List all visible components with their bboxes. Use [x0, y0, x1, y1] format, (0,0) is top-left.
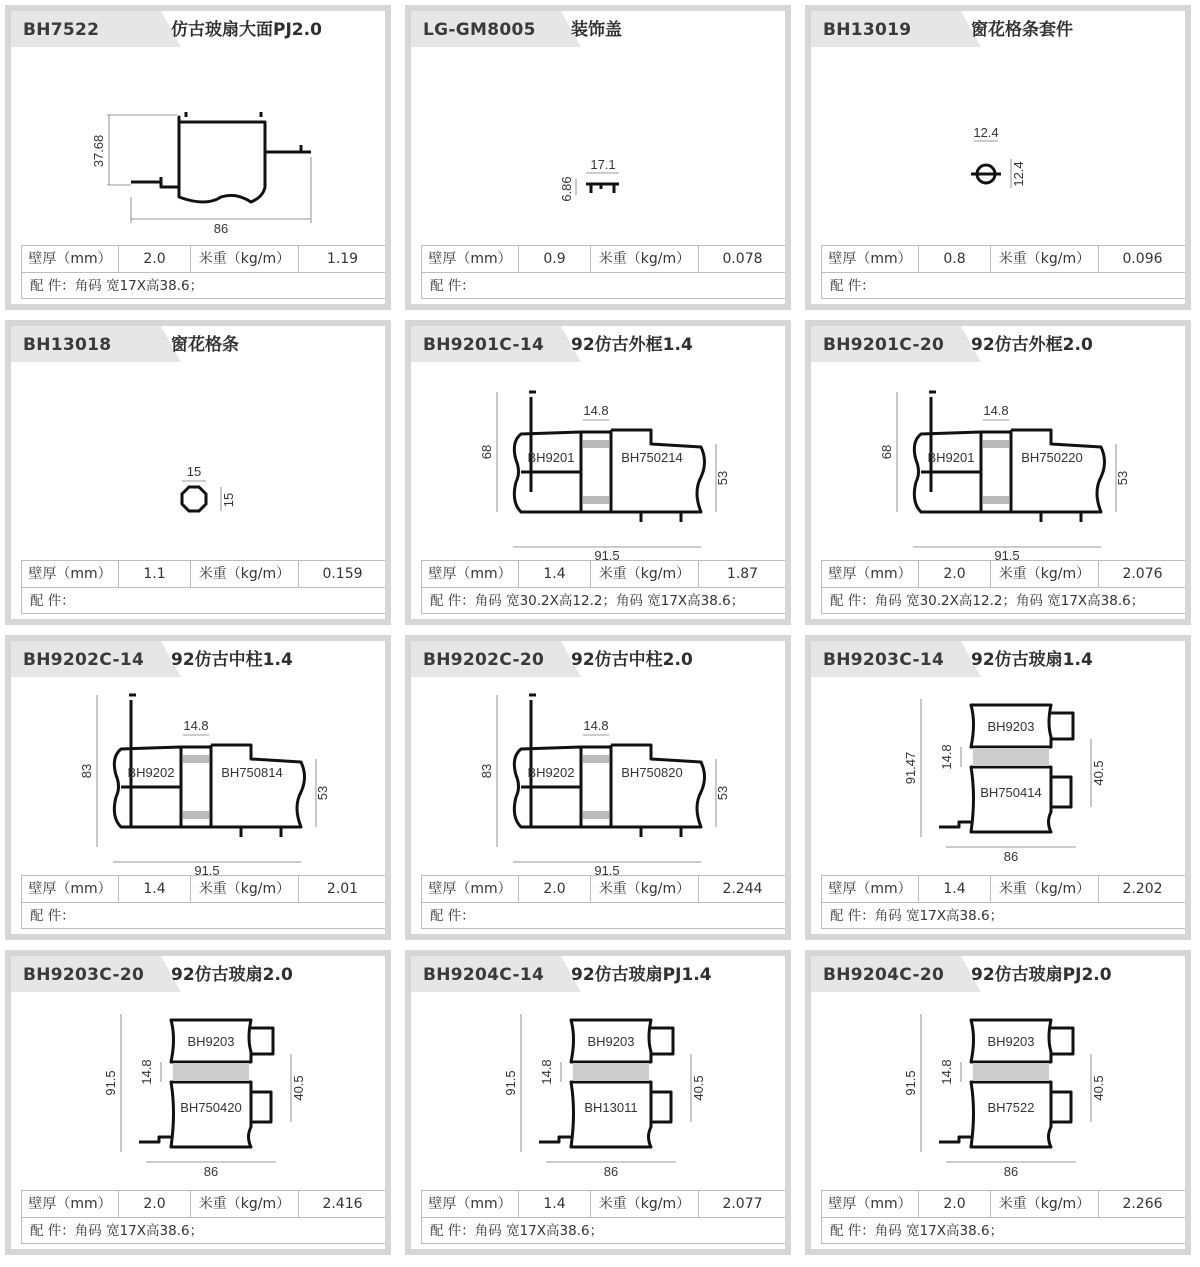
- card-body: [11, 641, 385, 934]
- parts-label: 配 件：: [830, 908, 875, 924]
- weight-label: 米重（kg/m）: [591, 246, 699, 272]
- height-dimension: 91.5: [103, 1070, 118, 1096]
- right-height-dimension: 53: [1115, 470, 1130, 486]
- weight-label: 米重（kg/m）: [991, 876, 1099, 902]
- card-header: [11, 641, 385, 677]
- profile-drawing: [811, 47, 1185, 245]
- insulation-strip: [573, 1063, 649, 1081]
- product-code: BH9203C-14: [823, 650, 945, 670]
- profile-svg: [11, 47, 385, 245]
- right-height-dimension: 53: [715, 785, 730, 801]
- inner-profile-label: BH9203: [587, 1034, 635, 1049]
- insulation-strip: [583, 440, 609, 448]
- parts-value: 角码 宽30.2X高12.2；角码 宽17X高38.6；: [474, 593, 745, 609]
- profile-drawing: [11, 992, 385, 1190]
- height-dimension: 37.68: [91, 134, 106, 168]
- product-card-bh9201c-20[interactable]: [805, 320, 1191, 625]
- profile-svg: [811, 992, 1185, 1190]
- thickness-label: 壁厚（mm）: [422, 561, 519, 587]
- right-height-dimension: 40.5: [1091, 1075, 1106, 1101]
- product-name: 装饰盖: [571, 20, 622, 40]
- card-body: [11, 326, 385, 619]
- parts-row: [422, 903, 785, 929]
- profile-svg: [411, 47, 785, 245]
- inner-profile-label: BH750214: [621, 450, 683, 465]
- parts-label: 配 件：: [830, 1223, 875, 1239]
- product-name: 窗花格条: [171, 335, 239, 355]
- product-card-bh9203c-20[interactable]: [5, 950, 391, 1255]
- inner-profile-label: BH7522: [987, 1100, 1035, 1115]
- weight-value: 2.266: [1122, 1196, 1163, 1212]
- parts-row: [822, 588, 1185, 614]
- weight-value: 2.077: [722, 1196, 763, 1212]
- parts-label: 配 件：: [430, 1223, 475, 1239]
- product-card-bh9202c-14[interactable]: [5, 635, 391, 940]
- height-dimension: 6.86: [559, 176, 574, 202]
- weight-label: 米重（kg/m）: [191, 561, 299, 587]
- spec-table: [21, 560, 385, 614]
- parts-label: 配 件：: [830, 278, 875, 294]
- card-header: [11, 11, 385, 47]
- product-name: 92仿古玻扇1.4: [971, 650, 1093, 670]
- parts-value: 角码 宽30.2X高12.2；角码 宽17X高38.6；: [874, 593, 1145, 609]
- weight-value: 0.096: [1122, 251, 1163, 267]
- insulation-strip: [983, 440, 1009, 448]
- parts-value: 角码 宽17X高38.6；: [74, 278, 204, 294]
- thickness-label: 壁厚（mm）: [422, 1191, 519, 1217]
- right-height-dimension: 53: [715, 470, 730, 486]
- parts-row: [22, 273, 385, 299]
- thickness-label: 壁厚（mm）: [22, 246, 119, 272]
- product-name: 92仿古玻扇2.0: [171, 965, 293, 985]
- width-dimension: 12.4: [973, 125, 999, 140]
- weight-value: 0.159: [322, 566, 363, 582]
- thickness-label: 壁厚（mm）: [22, 561, 119, 587]
- profile-svg: [811, 362, 1185, 560]
- thickness-value: 0.9: [519, 246, 591, 272]
- thermal-break-dimension: 14.8: [939, 1059, 954, 1085]
- profile-svg: [411, 362, 785, 560]
- thickness-value: 2.0: [919, 1191, 991, 1217]
- profile-drawing: [411, 677, 785, 875]
- spec-table: [821, 245, 1185, 299]
- card-body: [811, 641, 1185, 934]
- profile-outline: [1051, 1028, 1073, 1054]
- parts-row: [22, 903, 385, 929]
- profile-outline: [182, 487, 206, 511]
- product-card-bh9204c-20[interactable]: [805, 950, 1191, 1255]
- height-dimension: 91.5: [903, 1070, 918, 1096]
- profile-outline: [611, 430, 705, 512]
- thickness-value: 2.0: [119, 1191, 191, 1217]
- card-header: [811, 11, 1185, 47]
- product-code: BH9201C-14: [423, 335, 545, 355]
- profile-outline: [251, 1092, 271, 1122]
- spec-table: [421, 875, 785, 929]
- spec-table: [821, 1190, 1185, 1244]
- profile-outline: [539, 1137, 571, 1142]
- profile-svg: [11, 362, 385, 560]
- profile-drawing: [411, 362, 785, 560]
- card-header: [411, 956, 785, 992]
- product-card-bh9201c-14[interactable]: [405, 320, 791, 625]
- inner-profile-label: BH750220: [1021, 450, 1083, 465]
- insulation-strip: [583, 811, 609, 819]
- card-body: [411, 326, 785, 619]
- inner-profile-label: BH750414: [980, 785, 1042, 800]
- thickness-label: 壁厚（mm）: [422, 246, 519, 272]
- thermal-break-dimension: 14.8: [939, 744, 954, 770]
- thermal-break-dimension: 14.8: [183, 718, 209, 733]
- insulation-strip: [973, 1063, 1049, 1081]
- card-header: [811, 641, 1185, 677]
- product-card-bh13018[interactable]: [5, 320, 391, 625]
- width-dimension: 15: [186, 464, 202, 479]
- spec-table: [821, 560, 1185, 614]
- thickness-value: 2.0: [119, 246, 191, 272]
- inner-profile-label: BH750814: [221, 765, 283, 780]
- card-body: [411, 11, 785, 304]
- parts-label: 配 件：: [30, 278, 75, 294]
- profile-drawing: [811, 362, 1185, 560]
- profile-outline: [179, 117, 265, 202]
- profile-outline: [651, 1028, 673, 1054]
- product-name: 92仿古玻扇PJ2.0: [971, 965, 1112, 985]
- product-code: BH9204C-20: [823, 965, 945, 985]
- width-dimension: 86: [213, 221, 229, 236]
- weight-value: 1.87: [726, 566, 759, 582]
- height-dimension: 12.4: [1011, 161, 1026, 187]
- height-dimension: 68: [479, 444, 494, 460]
- height-dimension: 83: [79, 763, 94, 779]
- parts-value: 角码 宽17X高38.6；: [874, 1223, 1004, 1239]
- inner-profile-label: BH9203: [987, 1034, 1035, 1049]
- spec-table: [421, 1190, 785, 1244]
- weight-label: 米重（kg/m）: [591, 561, 699, 587]
- weight-label: 米重（kg/m）: [991, 561, 1099, 587]
- profile-outline: [211, 745, 305, 827]
- weight-label: 米重（kg/m）: [991, 1191, 1099, 1217]
- parts-row: [22, 1218, 385, 1244]
- thickness-label: 壁厚（mm）: [822, 246, 919, 272]
- profile-outline: [1051, 713, 1073, 739]
- profile-outline: [265, 145, 311, 152]
- thickness-label: 壁厚（mm）: [822, 1191, 919, 1217]
- product-card-bh13019[interactable]: [805, 5, 1191, 310]
- card-body: [11, 11, 385, 304]
- spec-table: [21, 245, 385, 299]
- card-header: [411, 11, 785, 47]
- weight-value: 1.19: [326, 251, 359, 267]
- width-dimension: 86: [1003, 1164, 1019, 1179]
- product-code: BH7522: [23, 20, 100, 40]
- card-header: [411, 326, 785, 362]
- profile-outline: [1051, 1092, 1071, 1122]
- height-dimension: 91.47: [903, 751, 918, 785]
- thickness-value: 1.4: [519, 1191, 591, 1217]
- parts-label: 配 件：: [30, 1223, 75, 1239]
- insulation-strip: [183, 811, 209, 819]
- insulation-strip: [983, 496, 1009, 504]
- weight-value: 2.076: [1122, 566, 1163, 582]
- parts-value: 角码 宽17X高38.6；: [74, 1223, 204, 1239]
- parts-row: [422, 1218, 785, 1244]
- parts-row: [822, 1218, 1185, 1244]
- profile-outline: [611, 745, 705, 827]
- card-header: [11, 326, 385, 362]
- width-dimension: 86: [603, 1164, 619, 1179]
- width-dimension: 86: [203, 1164, 219, 1179]
- spec-table: [21, 1190, 385, 1244]
- card-body: [411, 956, 785, 1249]
- weight-value: 0.078: [722, 251, 763, 267]
- right-height-dimension: 40.5: [691, 1075, 706, 1101]
- card-body: [811, 11, 1185, 304]
- profile-outline: [586, 184, 619, 193]
- profile-drawing: [411, 992, 785, 1190]
- thickness-value: 1.4: [519, 561, 591, 587]
- profile-drawing: [811, 992, 1185, 1190]
- card-header: [11, 956, 385, 992]
- thickness-label: 壁厚（mm）: [422, 876, 519, 902]
- profile-outline: [651, 1092, 671, 1122]
- parts-label: 配 件：: [430, 593, 475, 609]
- card-header: [811, 326, 1185, 362]
- thermal-break-dimension: 14.8: [583, 718, 609, 733]
- product-card-bh9204c-14[interactable]: [405, 950, 791, 1255]
- height-dimension: 68: [879, 444, 894, 460]
- product-card-bh7522[interactable]: [5, 5, 391, 310]
- weight-label: 米重（kg/m）: [991, 246, 1099, 272]
- inner-profile-label: BH9203: [987, 719, 1035, 734]
- profile-outline: [139, 1137, 171, 1142]
- product-name: 92仿古外框2.0: [971, 335, 1093, 355]
- profile-svg: [11, 677, 385, 875]
- product-code: BH13018: [23, 335, 112, 355]
- right-height-dimension: 53: [315, 785, 330, 801]
- product-code: BH9202C-20: [423, 650, 545, 670]
- insulation-strip: [583, 496, 609, 504]
- thickness-value: 1.1: [119, 561, 191, 587]
- weight-value: 2.01: [326, 881, 359, 897]
- inner-profile-label: BH9201: [527, 450, 575, 465]
- card-body: [411, 641, 785, 934]
- spec-table: [421, 245, 785, 299]
- parts-row: [822, 903, 1185, 929]
- product-card-bh9203c-14[interactable]: [805, 635, 1191, 940]
- inner-profile-label: BH9202: [127, 765, 175, 780]
- product-code: LG-GM8005: [423, 20, 536, 40]
- profile-outline: [514, 700, 581, 827]
- parts-label: 配 件：: [30, 908, 75, 924]
- parts-label: 配 件：: [30, 593, 75, 609]
- thickness-value: 1.4: [119, 876, 191, 902]
- product-code: BH13019: [823, 20, 912, 40]
- width-dimension: 17.1: [590, 157, 616, 172]
- thermal-break-dimension: 14.8: [983, 403, 1009, 418]
- height-dimension: 15: [221, 492, 236, 508]
- product-code: BH9201C-20: [823, 335, 945, 355]
- spec-table: [21, 875, 385, 929]
- thickness-value: 2.0: [519, 876, 591, 902]
- thickness-label: 壁厚（mm）: [22, 1191, 119, 1217]
- profile-drawing: [11, 362, 385, 560]
- weight-value: 2.202: [1122, 881, 1163, 897]
- thermal-break-dimension: 14.8: [139, 1059, 154, 1085]
- right-height-dimension: 40.5: [1091, 760, 1106, 786]
- parts-row: [422, 273, 785, 299]
- profile-drawing: [811, 677, 1185, 875]
- thickness-value: 1.4: [919, 876, 991, 902]
- profile-outline: [1011, 430, 1105, 512]
- profile-drawing: [411, 47, 785, 245]
- parts-row: [822, 273, 1185, 299]
- profile-svg: [411, 677, 785, 875]
- card-body: [811, 326, 1185, 619]
- product-name: 92仿古玻扇PJ1.4: [571, 965, 712, 985]
- card-body: [811, 956, 1185, 1249]
- inner-profile-label: BH13011: [584, 1100, 638, 1115]
- weight-label: 米重（kg/m）: [191, 876, 299, 902]
- spec-table: [821, 875, 1185, 929]
- weight-label: 米重（kg/m）: [191, 246, 299, 272]
- insulation-strip: [583, 755, 609, 763]
- thickness-label: 壁厚（mm）: [822, 561, 919, 587]
- parts-value: 角码 宽17X高38.6；: [874, 908, 1004, 924]
- weight-label: 米重（kg/m）: [591, 876, 699, 902]
- thickness-value: 2.0: [919, 561, 991, 587]
- card-body: [11, 956, 385, 1249]
- profile-svg: [411, 992, 785, 1190]
- thickness-label: 壁厚（mm）: [22, 876, 119, 902]
- weight-value: 2.244: [722, 881, 763, 897]
- profile-outline: [1051, 777, 1071, 807]
- height-dimension: 91.5: [503, 1070, 518, 1096]
- weight-value: 2.416: [322, 1196, 363, 1212]
- profile-outline: [186, 112, 261, 117]
- insulation-strip: [173, 1063, 249, 1081]
- thickness-label: 壁厚（mm）: [822, 876, 919, 902]
- product-code: BH9203C-20: [23, 965, 145, 985]
- profile-outline: [939, 1137, 971, 1142]
- weight-label: 米重（kg/m）: [191, 1191, 299, 1217]
- weight-label: 米重（kg/m）: [591, 1191, 699, 1217]
- profile-outline: [131, 177, 179, 187]
- product-name: 92仿古中柱2.0: [571, 650, 693, 670]
- width-dimension: 91.5: [994, 548, 1020, 560]
- profile-drawing: [11, 677, 385, 875]
- height-dimension: 83: [479, 763, 494, 779]
- width-dimension: 91.5: [194, 863, 220, 875]
- profile-outline: [251, 1028, 273, 1054]
- width-dimension: 86: [1003, 849, 1019, 864]
- inner-profile-label: BH750820: [621, 765, 683, 780]
- inner-profile-label: BH9201: [927, 450, 975, 465]
- profile-outline: [114, 700, 181, 827]
- parts-value: 角码 宽17X高38.6；: [474, 1223, 604, 1239]
- spec-table: [421, 560, 785, 614]
- parts-row: [22, 588, 385, 614]
- parts-label: 配 件：: [430, 278, 475, 294]
- parts-label: 配 件：: [830, 593, 875, 609]
- insulation-strip: [183, 755, 209, 763]
- inner-profile-label: BH9203: [187, 1034, 235, 1049]
- parts-row: [422, 588, 785, 614]
- product-name: 92仿古外框1.4: [571, 335, 693, 355]
- profile-svg: [811, 47, 1185, 245]
- profile-svg: [811, 677, 1185, 875]
- thermal-break-dimension: 14.8: [539, 1059, 554, 1085]
- width-dimension: 91.5: [594, 548, 620, 560]
- product-name: 窗花格条套件: [971, 20, 1073, 40]
- width-dimension: 91.5: [594, 863, 620, 875]
- product-code: BH9204C-14: [423, 965, 545, 985]
- product-card-lg-gm8005[interactable]: [405, 5, 791, 310]
- product-card-bh9202c-20[interactable]: [405, 635, 791, 940]
- right-height-dimension: 40.5: [291, 1075, 306, 1101]
- profile-svg: [11, 992, 385, 1190]
- inner-profile-label: BH750420: [180, 1100, 242, 1115]
- product-name: 仿古玻扇大面PJ2.0: [171, 20, 322, 40]
- thickness-value: 0.8: [919, 246, 991, 272]
- card-header: [411, 641, 785, 677]
- inner-profile-label: BH9202: [527, 765, 575, 780]
- profile-outline: [939, 822, 971, 827]
- card-header: [811, 956, 1185, 992]
- insulation-strip: [973, 748, 1049, 766]
- product-name: 92仿古中柱1.4: [171, 650, 293, 670]
- thermal-break-dimension: 14.8: [583, 403, 609, 418]
- profile-drawing: [11, 47, 385, 245]
- parts-label: 配 件：: [430, 908, 475, 924]
- product-code: BH9202C-14: [23, 650, 145, 670]
